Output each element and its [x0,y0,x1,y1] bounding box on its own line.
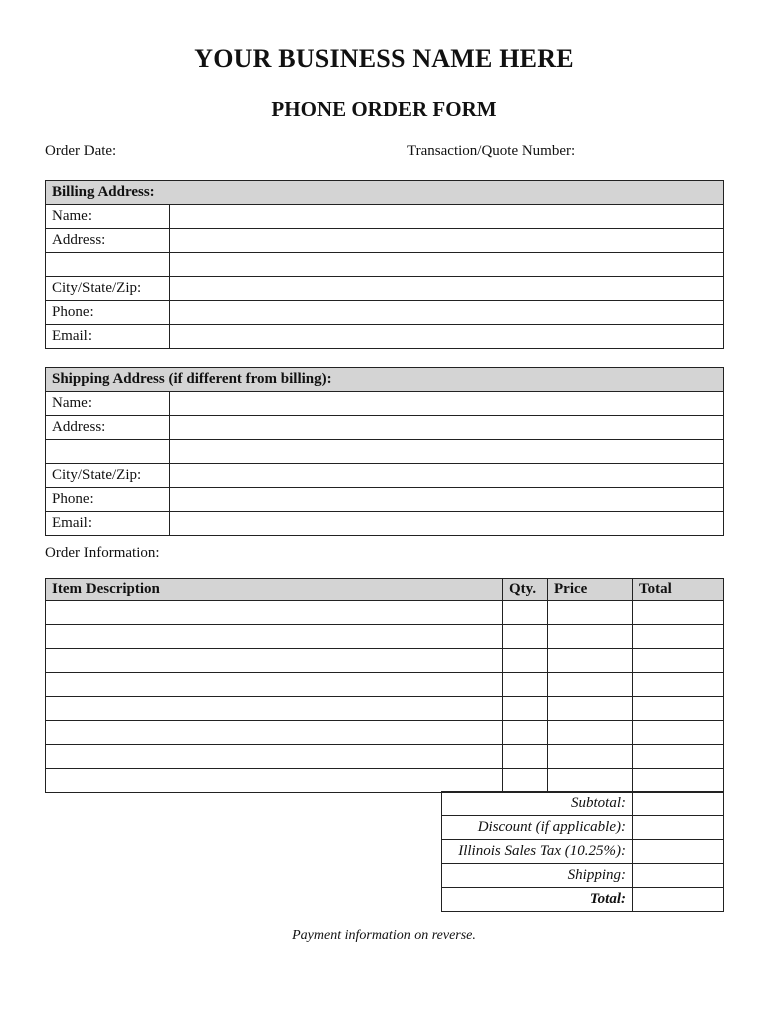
qty-cell[interactable] [503,697,548,721]
totals-row [442,816,724,840]
item-description-cell[interactable] [46,697,503,721]
shipping-name-field[interactable] [170,392,724,416]
billing-label-phone: Phone: [46,301,170,325]
billing-address-header: Billing Address: [46,181,724,205]
shipping-label-name: Name: [46,392,170,416]
price-cell[interactable] [548,625,633,649]
billing-label-city: City/State/Zip: [46,277,170,301]
qty-cell[interactable] [503,649,548,673]
totals-label: Total: [442,888,633,912]
billing-address-field[interactable] [170,229,724,253]
price-cell[interactable] [548,649,633,673]
item-description-cell[interactable] [46,601,503,625]
shipping-email-field[interactable] [170,512,724,536]
total-cell[interactable] [633,769,724,793]
column-item-description: Item Description [46,579,503,601]
shipping-phone-field[interactable] [170,488,724,512]
shipping-address-2-field[interactable] [170,440,724,464]
totals-value-field[interactable] [633,864,724,888]
billing-name-field[interactable] [170,205,724,229]
table-row [46,745,724,769]
price-cell[interactable] [548,721,633,745]
totals-value-field[interactable] [633,792,724,816]
qty-cell[interactable] [503,673,548,697]
price-cell[interactable] [548,745,633,769]
total-cell[interactable] [633,697,724,721]
transaction-number-label: Transaction/Quote Number: [407,143,576,159]
column-total: Total [633,579,724,601]
total-cell[interactable] [633,721,724,745]
shipping-label-address: Address: [46,416,170,440]
table-row [46,721,724,745]
totals-label: Subtotal: [442,792,633,816]
price-cell[interactable] [548,673,633,697]
form-title: PHONE ORDER FORM [271,97,497,121]
order-date-label: Order Date: [45,143,117,159]
totals-value-field[interactable] [633,888,724,912]
billing-label-email: Email: [46,325,170,349]
totals-value-field[interactable] [633,840,724,864]
table-row [46,769,724,793]
item-description-cell[interactable] [46,625,503,649]
totals-value-field[interactable] [633,816,724,840]
qty-cell[interactable] [503,721,548,745]
item-description-cell[interactable] [46,649,503,673]
billing-address-table [45,180,724,349]
column-qty: Qty. [503,579,548,601]
billing-label-name: Name: [46,205,170,229]
total-cell[interactable] [633,625,724,649]
shipping-address-table [45,367,724,536]
totals-label: Discount (if applicable): [442,816,633,840]
qty-cell[interactable] [503,745,548,769]
table-row [46,601,724,625]
totals-label: Shipping: [442,864,633,888]
table-row [46,673,724,697]
total-cell[interactable] [633,649,724,673]
shipping-address-header: Shipping Address (if different from billing): [46,368,724,392]
billing-phone-field[interactable] [170,301,724,325]
shipping-label-phone: Phone: [46,488,170,512]
shipping-label-city: City/State/Zip: [46,464,170,488]
payment-note: Payment information on reverse. [292,928,476,943]
item-description-cell[interactable] [46,769,503,793]
total-cell[interactable] [633,673,724,697]
totals-row [442,840,724,864]
item-description-cell[interactable] [46,721,503,745]
totals-row [442,864,724,888]
column-price: Price [548,579,633,601]
billing-label-address: Address: [46,229,170,253]
table-row [46,697,724,721]
price-cell[interactable] [548,697,633,721]
total-cell[interactable] [633,745,724,769]
billing-city-field[interactable] [170,277,724,301]
item-description-cell[interactable] [46,673,503,697]
totals-row [442,888,724,912]
price-cell[interactable] [548,769,633,793]
shipping-address-field[interactable] [170,416,724,440]
total-cell[interactable] [633,601,724,625]
order-information-label: Order Information: [45,545,160,561]
billing-address-2-field[interactable] [170,253,724,277]
table-row [46,625,724,649]
order-items-table [45,578,724,793]
totals-label: Illinois Sales Tax (10.25%): [442,840,633,864]
billing-label-address-2 [46,253,170,277]
totals-table [441,791,724,912]
shipping-label-address-2 [46,440,170,464]
item-description-cell[interactable] [46,745,503,769]
billing-email-field[interactable] [170,325,724,349]
shipping-label-email: Email: [46,512,170,536]
qty-cell[interactable] [503,769,548,793]
totals-row [442,792,724,816]
qty-cell[interactable] [503,601,548,625]
table-row [46,649,724,673]
price-cell[interactable] [548,601,633,625]
qty-cell[interactable] [503,625,548,649]
business-name: YOUR BUSINESS NAME HERE [194,44,574,73]
shipping-city-field[interactable] [170,464,724,488]
